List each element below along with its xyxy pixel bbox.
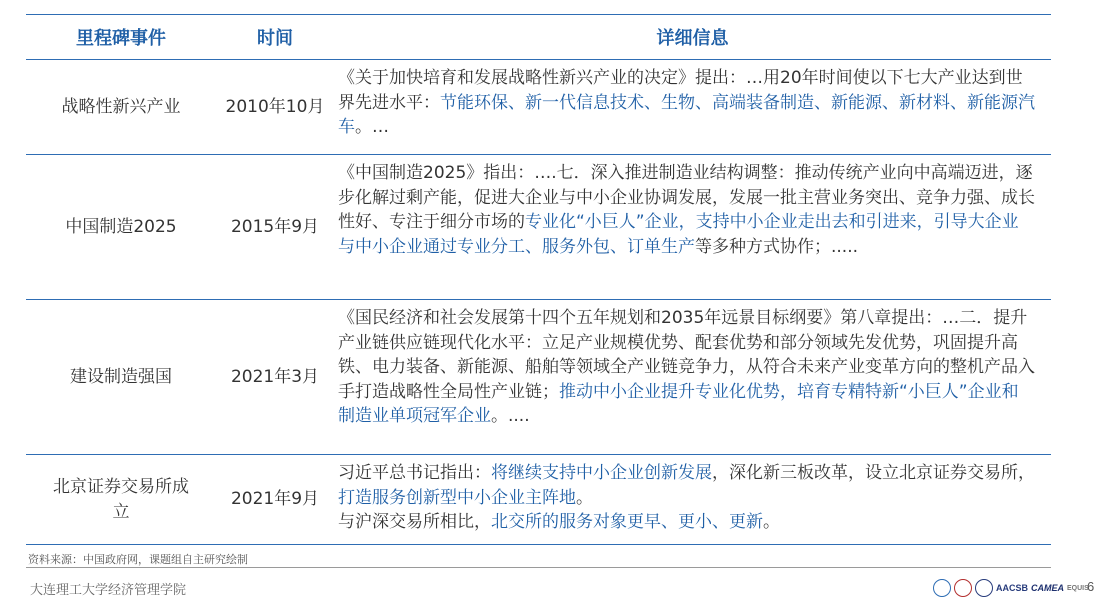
date-cell: 2015年9月	[216, 155, 334, 300]
aacsb-seal-icon	[975, 579, 993, 597]
details-cell	[334, 300, 1051, 455]
detail-text: 。	[576, 487, 593, 508]
highlighted-text: 专业化“小巨人”企业，支持中小企业走出去和引进来，引导大企业与中小企业通过专业分工、服务外包、订单生产	[338, 212, 1019, 257]
event-cell: 北京证券交易所成立	[26, 455, 216, 545]
table-row	[26, 300, 1051, 455]
detail-text: 。…	[355, 117, 389, 137]
school-name: 大连理工大学经济管理学院	[30, 583, 187, 598]
detail-text: 等多种方式协作；.....	[695, 236, 859, 257]
footer-divider	[26, 567, 1051, 568]
detail-text: ，深化新三板改革，设立北京证券交易所，	[712, 463, 1035, 483]
detail-text: 《关于加快培育和发展战略性新兴产业的决定》提出：…用20年时间使以下七大产业达到世界先进水平：	[338, 68, 1023, 113]
table-row	[26, 60, 1051, 155]
table-row	[26, 455, 1051, 545]
header-event: 里程碑事件	[26, 15, 216, 60]
details-cell	[334, 455, 1051, 545]
event-cell: 中国制造2025	[26, 155, 216, 300]
date-cell: 2010年10月	[216, 60, 334, 155]
detail-text: 《国民经济和社会发展第十四个五年规划和2035年远景目标纲要》第八章提出：…二．提升产业链供应链现代化水平：立足产业规模优势、配套优势和部分领域先发优势，巩固提升高铁、电力装备、新能源、船舶等领域全产业链竞争力，从符合未来产业变革方向的整机产品入手打造战略性全局性产业链；	[338, 308, 1035, 402]
equis-logo: EQUIS	[1067, 584, 1089, 592]
event-cell: 战略性新兴产业	[26, 60, 216, 155]
details-cell	[334, 155, 1051, 300]
event-cell: 建设制造强国	[26, 300, 216, 455]
detail-text: 习近平总书记指出：	[338, 463, 491, 483]
highlighted-text: 节能环保、新一代信息技术、生物、高端装备制造、新能源、新材料、新能源汽车	[338, 92, 1035, 137]
page-number: 6	[1087, 579, 1095, 594]
date-cell: 2021年3月	[216, 300, 334, 455]
highlighted-text: 推动中小企业提升专业化优势，培育专精特新“小巨人”企业和制造业单项冠军企业	[338, 381, 1019, 426]
table-header-row	[26, 15, 1051, 60]
highlighted-text: 将继续支持中小企业创新发展	[491, 463, 712, 483]
date-cell: 2021年9月	[216, 455, 334, 545]
detail-text: 。	[763, 512, 780, 532]
accreditation-logos	[933, 577, 1089, 599]
camea-logo: CAMEA	[1031, 583, 1065, 593]
university-seal-icon	[933, 579, 951, 597]
detail-text: 《中国制造2025》指出：….七．深入推进制造业结构调整：推动传统产业向中高端迈进，逐步化解过剩产能，促进大企业与中小企业协调发展，发展一批主营业务突出、竞争力强、成长性好、专注于细分市场的	[338, 163, 1035, 232]
school-seal-icon	[954, 579, 972, 597]
details-cell	[334, 60, 1051, 155]
source-note: 资料来源：中国政府网，课题组自主研究绘制	[28, 553, 248, 566]
milestone-table	[26, 14, 1051, 545]
header-details: 详细信息	[334, 15, 1051, 60]
aacsb-logo: AACSB	[996, 583, 1029, 593]
highlighted-text: 打造服务创新型中小企业主阵地	[338, 487, 576, 508]
highlighted-text: 北交所的服务对象更早、更小、更新	[491, 512, 763, 532]
header-date: 时间	[216, 15, 334, 60]
detail-text: 。....	[491, 406, 530, 426]
detail-text: 与沪深交易所相比，	[338, 512, 491, 532]
table-row	[26, 155, 1051, 300]
